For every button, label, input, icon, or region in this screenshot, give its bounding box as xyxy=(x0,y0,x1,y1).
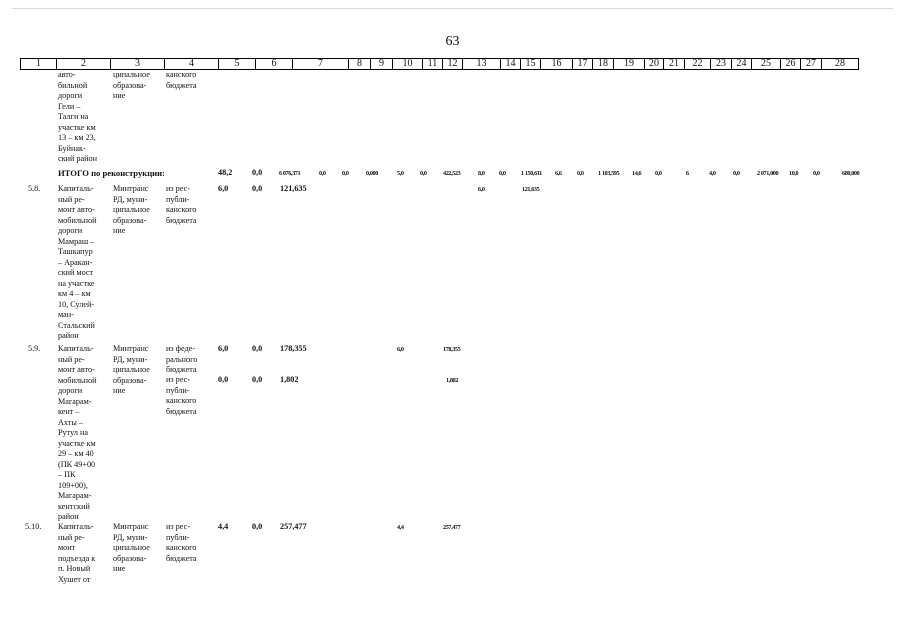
row-5-8-col-14: 6,0 xyxy=(478,186,485,193)
header-col-11: 11 xyxy=(423,59,443,70)
row-5-9-funding-source-federal: из феде- рального бюджета xyxy=(166,344,198,374)
row-5-10-col-6: 0,0 xyxy=(252,522,263,531)
header-col-5: 5 xyxy=(219,59,256,70)
column-number-header xyxy=(20,58,859,70)
row-5-9-number: 5.9. xyxy=(28,344,41,353)
header-col-10: 10 xyxy=(393,59,423,70)
total-col-13: 422,523 xyxy=(443,170,461,177)
carry-object-name: авто- бильной дороги Гели – Талги на участке км 13 – км 23, Буйнак- ский район xyxy=(58,70,98,163)
header-col-19: 19 xyxy=(614,59,645,70)
row-5-8-col-6: 0,0 xyxy=(252,184,263,193)
total-col-14: 8,0 xyxy=(478,170,485,177)
row-5-9-object-name: Капиталь- ный ре- монт авто- мобильной дороги Магарам- кент – Ахты – Рутул на участке км 29 – км 40 (ПК 49+00 – ПК 109+00), Магарам- кентский район xyxy=(58,344,97,521)
header-col-9: 9 xyxy=(371,59,393,70)
total-col-24: 0,0 xyxy=(733,170,740,177)
row-5-8-funding-source: из рес- публи- канского бюджета xyxy=(166,184,197,225)
row-5-9a-col-13: 178,355 xyxy=(443,346,461,353)
total-col-26: 10,0 xyxy=(789,170,799,177)
row-5-10-col-11: 4,4 xyxy=(397,524,404,531)
header-col-8: 8 xyxy=(349,59,371,70)
row-5-8-col-16: 121,635 xyxy=(522,186,540,193)
row-5-10-number: 5.10. xyxy=(25,522,42,531)
total-col-12: 0,0 xyxy=(420,170,427,177)
header-col-1: 1 xyxy=(21,59,57,70)
top-rule xyxy=(12,8,893,9)
total-col-7: 6 076,371 xyxy=(279,170,301,177)
row-5-10-col-7: 257,477 xyxy=(280,522,307,531)
row-5-10-col-5: 4,4 xyxy=(218,522,229,531)
total-col-20: 14,6 xyxy=(632,170,642,177)
header-col-4: 4 xyxy=(165,59,219,70)
total-col-19: 1 103,595 xyxy=(598,170,620,177)
row-5-10-object-name: Капиталь- ный ре- монт подъезда к п. Новый Хушет от xyxy=(58,522,96,584)
total-col-9: 0,0 xyxy=(342,170,349,177)
header-col-26: 26 xyxy=(781,59,801,70)
header-col-12: 12 xyxy=(443,59,463,70)
total-col-21: 0,0 xyxy=(655,170,662,177)
header-col-6: 6 xyxy=(256,59,293,70)
row-5-8-object-name: Капиталь- ный ре- монт авто- мобильной дороги Мамраш – Ташкапур – Аракан- ский мост на участке км 4 – км 10, Сулей- ман- Стальский район xyxy=(58,184,97,340)
row-5-10-funding-source: из рес- публи- канского бюджета xyxy=(166,522,197,563)
total-col-22: 6 xyxy=(686,170,689,177)
total-label: ИТОГО по реконструкции: xyxy=(58,168,165,178)
row-5-9b-col-13: 1,802 xyxy=(446,377,458,384)
row-5-8-col-5: 6,0 xyxy=(218,184,229,193)
total-col-6: 0,0 xyxy=(252,168,263,177)
total-col-28: 680,000 xyxy=(842,170,860,177)
header-col-25: 25 xyxy=(752,59,781,70)
row-5-9-executor: Минтранс РД, муни- ципальное образова- ние xyxy=(113,344,150,395)
total-col-15: 0,0 xyxy=(499,170,506,177)
row-5-9a-col-5: 6,0 xyxy=(218,344,229,353)
header-col-18: 18 xyxy=(593,59,614,70)
header-col-3: 3 xyxy=(111,59,165,70)
row-5-10-col-13: 257,477 xyxy=(443,524,461,531)
header-col-28: 28 xyxy=(822,59,859,70)
row-5-9b-col-7: 1,802 xyxy=(280,375,299,384)
header-col-15: 15 xyxy=(521,59,541,70)
row-5-9a-col-7: 178,355 xyxy=(280,344,307,353)
total-col-16: 1 150,611 xyxy=(521,170,542,177)
total-col-17: 6,6 xyxy=(555,170,562,177)
row-5-9b-col-6: 0,0 xyxy=(252,375,263,384)
row-5-9a-col-6: 0,0 xyxy=(252,344,263,353)
header-col-27: 27 xyxy=(801,59,822,70)
header-col-17: 17 xyxy=(573,59,593,70)
row-5-9b-col-5: 0,0 xyxy=(218,375,229,384)
row-5-8-col-7: 121,635 xyxy=(280,184,307,193)
header-col-24: 24 xyxy=(732,59,752,70)
header-col-23: 23 xyxy=(711,59,732,70)
total-col-27: 0,0 xyxy=(813,170,820,177)
total-col-10: 0,000 xyxy=(366,170,378,177)
row-5-10-executor: Минтранс РД, муни- ципальное образова- ние xyxy=(113,522,150,573)
header-col-2: 2 xyxy=(57,59,111,70)
header-col-21: 21 xyxy=(664,59,685,70)
header-col-7: 7 xyxy=(293,59,349,70)
row-5-8-executor: Минтранс РД, муни- ципальное образова- ние xyxy=(113,184,150,235)
header-col-16: 16 xyxy=(541,59,573,70)
row-5-8-number: 5.8. xyxy=(28,184,41,193)
carry-funding-source: канского бюджета xyxy=(166,70,197,90)
header-col-20: 20 xyxy=(645,59,664,70)
total-col-11: 5,0 xyxy=(397,170,404,177)
row-5-9a-col-11: 6,0 xyxy=(397,346,404,353)
total-col-5: 48,2 xyxy=(218,168,233,177)
header-col-14: 14 xyxy=(501,59,521,70)
row-5-9-funding-source-republic: из рес- публи- канского бюджета xyxy=(166,375,197,416)
page-number: 63 xyxy=(445,34,460,49)
carry-executor: ципальное образова- ние xyxy=(113,70,150,100)
header-col-13: 13 xyxy=(463,59,501,70)
total-col-18: 0,0 xyxy=(577,170,584,177)
total-col-23: 4,0 xyxy=(709,170,716,177)
total-col-8: 0,0 xyxy=(319,170,326,177)
total-col-25: 2 071,000 xyxy=(757,170,779,177)
header-col-22: 22 xyxy=(685,59,711,70)
